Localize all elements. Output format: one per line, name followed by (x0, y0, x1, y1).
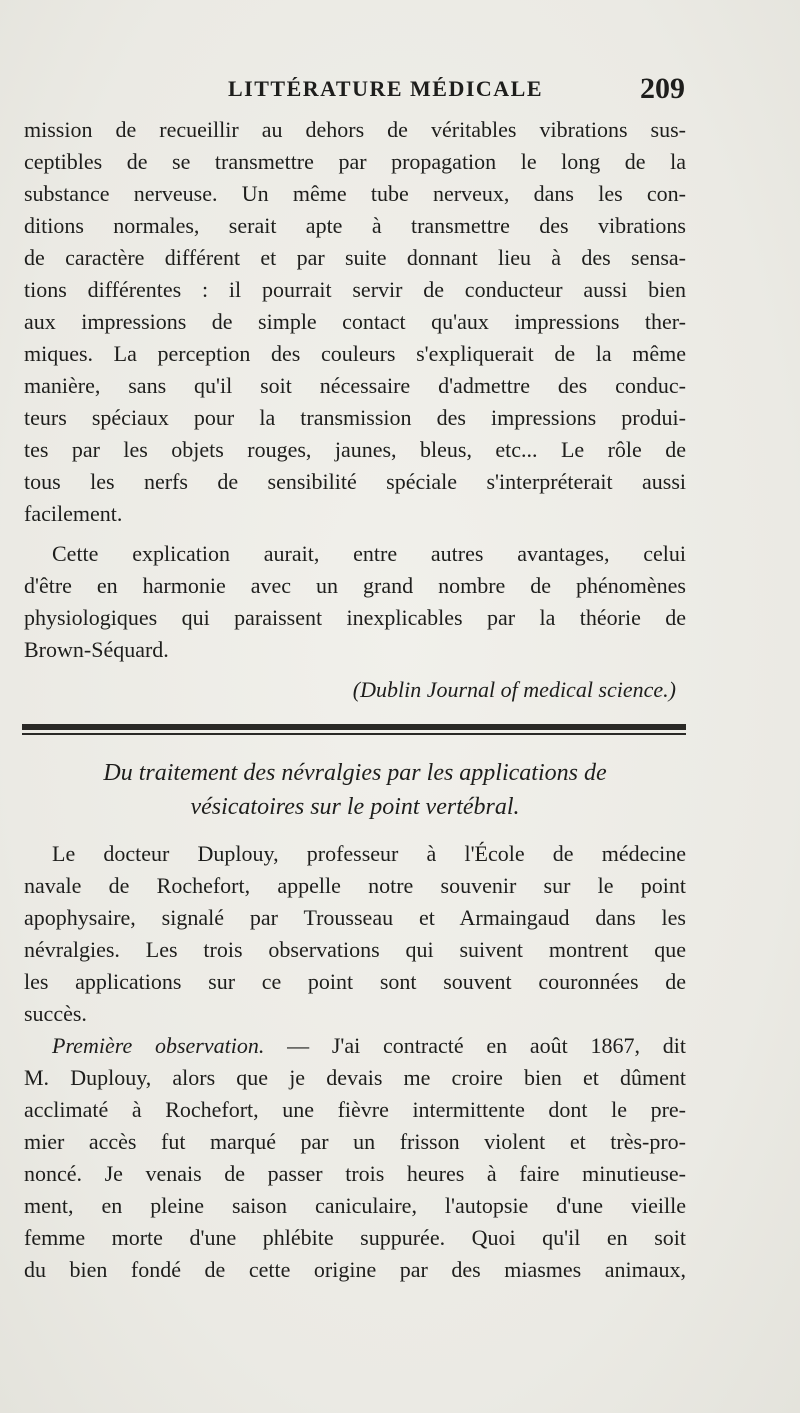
text-line: tous les nerfs de sensibilité spéciale s'interpréterait aussi (24, 469, 686, 494)
text-line: acclimaté à Rochefort, une fièvre intermittente dont le pre- (24, 1097, 686, 1122)
text-line: les applications sur ce point sont souvent couronnées de (24, 969, 686, 994)
paragraph-3 (24, 838, 686, 1030)
paragraph-4 (24, 1030, 686, 1286)
running-title: LITTÉRATURE MÉDICALE (228, 76, 544, 101)
text-line: physiologiques qui paraissent inexplicables par la théorie de (24, 605, 686, 630)
text-line: Cette explication aurait, entre autres avantages, celui (52, 541, 686, 566)
observation-lead: Première observation. (52, 1033, 265, 1058)
text-line: tes par les objets rouges, jaunes, bleus, etc... Le rôle de (24, 437, 686, 462)
text-line: aux impressions de simple contact qu'aux impressions ther- (24, 309, 686, 334)
text-line: Brown-Séquard. (24, 637, 169, 662)
text-line (24, 1030, 686, 1062)
text-line: substance nerveuse. Un même tube nerveux, dans les con- (24, 181, 686, 206)
section-title-line: Du traitement des névralgies par les applications de (103, 760, 607, 786)
text-line: manière, sans qu'il soit nécessaire d'admettre des conduc- (24, 373, 686, 398)
section-title (24, 756, 686, 824)
text-line: ceptibles de se transmettre par propagation le long de la (24, 149, 686, 174)
text-line: facilement. (24, 501, 123, 526)
text-line: teurs spéciaux pour la transmission des impressions produi- (24, 405, 686, 430)
text-line: Le docteur Duplouy, professeur à l'École de médecine (52, 841, 686, 866)
running-header (0, 72, 800, 106)
section-divider (22, 724, 686, 740)
paragraph-1 (24, 114, 686, 530)
text-line: mission de recueillir au dehors de véritables vibrations sus- (24, 117, 686, 142)
observation-lead-rest: — J'ai contracté en août 1867, dit (264, 1033, 686, 1058)
text-line: mier accès fut marqué par un frisson violent et très-pro- (24, 1129, 686, 1154)
divider-thin-line (22, 733, 686, 735)
text-line: noncé. Je venais de passer trois heures à faire minutieuse- (24, 1161, 686, 1186)
text-line: du bien fondé de cette origine par des miasmes animaux, (24, 1257, 686, 1282)
text-line: ditions normales, serait apte à transmettre des vibrations (24, 213, 686, 238)
text-line: femme morte d'une phlébite suppurée. Quoi qu'il en soit (24, 1225, 686, 1250)
text-line: névralgies. Les trois observations qui suivent montrent que (24, 937, 686, 962)
page-number: 209 (640, 72, 685, 105)
text-line: ment, en pleine saison caniculaire, l'autopsie d'une vieille (24, 1193, 686, 1218)
divider-thick-line (22, 724, 686, 730)
text-line: miques. La perception des couleurs s'expliquerait de la même (24, 341, 686, 366)
paragraph-2 (24, 538, 686, 666)
text-line: M. Duplouy, alors que je devais me croire bien et dûment (24, 1065, 686, 1090)
text-line: tions différentes : il pourrait servir de conducteur aussi bien (24, 277, 686, 302)
text-line: d'être en harmonie avec un grand nombre de phénomènes (24, 573, 686, 598)
text-line: apophysaire, signalé par Trousseau et Armaingaud dans les (24, 905, 686, 930)
text-line: navale de Rochefort, appelle notre souvenir sur le point (24, 873, 686, 898)
text-line: succès. (24, 1001, 87, 1026)
text-line: de caractère différent et par suite donnant lieu à des sensa- (24, 245, 686, 270)
source-citation-text: (Dublin Journal of medical science.) (352, 677, 676, 702)
section-title-line: vésicatoires sur le point vertébral. (190, 794, 520, 820)
source-citation (24, 674, 686, 706)
